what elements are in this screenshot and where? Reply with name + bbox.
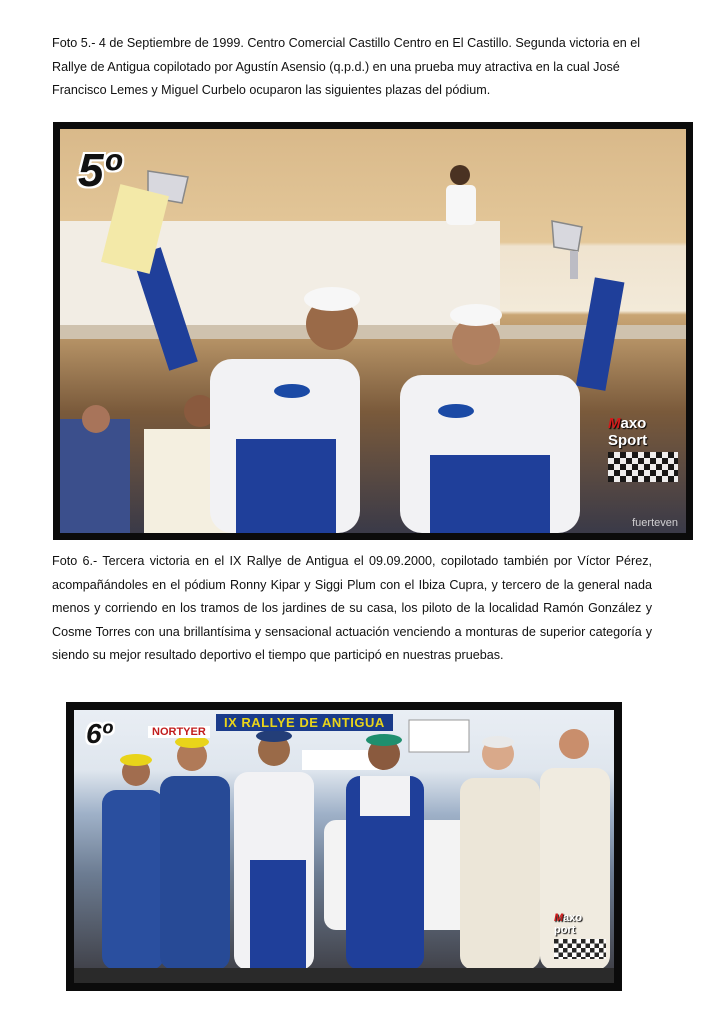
place-badge-6: 6º (86, 718, 112, 749)
checkered-flag-icon (554, 939, 606, 959)
podium-2000-scene (74, 710, 614, 983)
rally-banner: IX RALLYE DE ANTIGUA (216, 714, 393, 731)
caption-foto-6: Foto 6.- Tercera victoria en el IX Rallye de Antigua el 09.09.2000, copilotado también por Víctor Pérez, acompañándoles en el pódium Ronny Kipar y Siggi Plum con el Ibiza Cupra, y tercero de la general nada menos y corriendo en los tramos de los jardines de su casa, los piloto de la localidad Ramón González y Cosme Torres con una brillantísima y sensacional actuación venciendo a monturas de superior categoría y siendo su mejor resultado deportivo el tiempo que participó en nuestras pruebas. (52, 554, 652, 662)
maxo-sport-logo-2: Maxo port (554, 912, 606, 959)
podium-1999-scene (60, 129, 686, 533)
photo-podium-1999 (53, 122, 693, 540)
place-badge-5: 5º (78, 144, 121, 196)
checkered-flag-icon (608, 452, 678, 482)
watermark-text-1: fuerteven (632, 517, 678, 529)
caption-foto-5: Foto 5.- 4 de Septiembre de 1999. Centro Comercial Castillo Centro en El Castillo. Segunda victoria en el Rallye de Antigua copilotado por Agustín Asensio (q.p.d.) en una prueba muy atractiva en la cual José Francisco Lemes y Miguel Curbelo ocuparon las siguientes plazas del pódium. (52, 36, 641, 97)
photo-podium-1999-image (60, 129, 686, 533)
photo-podium-2000 (66, 702, 622, 991)
maxo-sport-logo-1: Maxo Sport (608, 415, 678, 482)
sponsor-sign: NORTYER (148, 726, 210, 738)
photo-podium-2000-image (74, 710, 614, 983)
